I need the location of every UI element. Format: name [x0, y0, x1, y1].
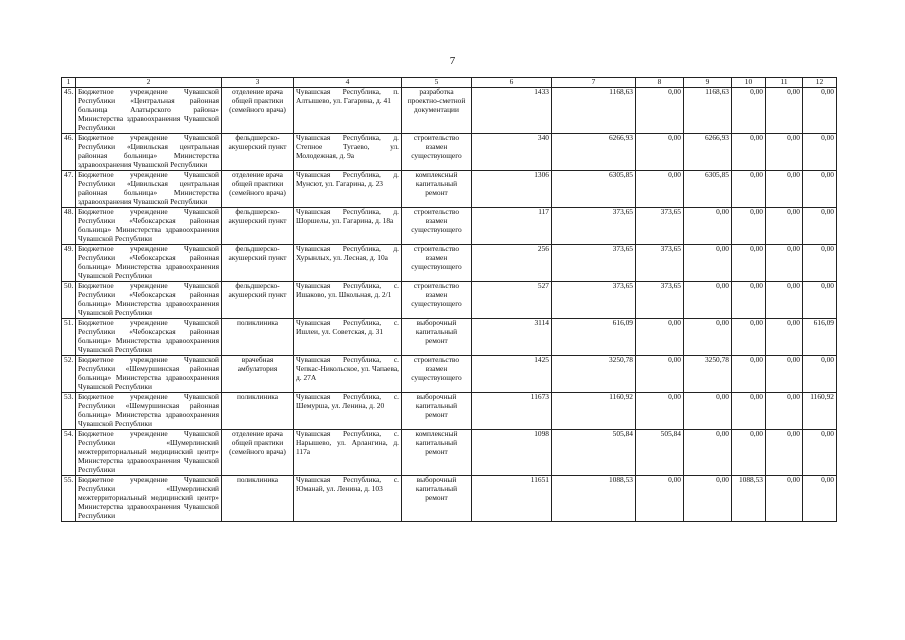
column-header: 10 [732, 78, 766, 88]
amount-col-11: 0,00 [766, 476, 803, 522]
amount-col-9: 6266,93 [684, 134, 732, 171]
table-row [62, 319, 837, 356]
column-header: 9 [684, 78, 732, 88]
total-amount: 373,65 [552, 282, 636, 319]
institution-name: Бюджетное учреждение Чувашской Республики «Шумерлинский межтерриториальный медицинский центр» Министерства здравоохранения Чувашской Республики [76, 430, 222, 476]
institution-name: Бюджетное учреждение Чувашской Республики «Цивильская центральная районная больница» Министерства здравоохранения Чувашской Республики [76, 134, 222, 171]
amount-col-10: 0,00 [732, 171, 766, 208]
amount-col-11: 0,00 [766, 393, 803, 430]
amount-col-10: 0,00 [732, 88, 766, 134]
institution-name: Бюджетное учреждение Чувашской Республики «Шумерлинский межтерриториальный медицинский центр» Министерства здравоохранения Чувашской Республики [76, 476, 222, 522]
column-header: 3 [222, 78, 294, 88]
institution-name: Бюджетное учреждение Чувашской Республики «Чебоксарская районная больница» Министерства здравоохранения Чувашской Республики [76, 245, 222, 282]
amount-col-11: 0,00 [766, 208, 803, 245]
institution-name: Бюджетное учреждение Чувашской Республики «Чебоксарская районная больница» Министерства здравоохранения Чувашской Республики [76, 282, 222, 319]
amount-col-10: 1088,53 [732, 476, 766, 522]
row-number: 55. [62, 476, 76, 522]
area-value: 527 [472, 282, 552, 319]
facility-address: Чувашская Республика, п. Алтышево, ул. Гагарина, д. 41 [294, 88, 402, 134]
amount-col-8: 0,00 [636, 171, 684, 208]
row-number: 46. [62, 134, 76, 171]
table-row [62, 245, 837, 282]
facility-type: врачебная амбулатория [222, 356, 294, 393]
row-number: 50. [62, 282, 76, 319]
work-type: строительство взамен существующего [402, 356, 472, 393]
total-amount: 3250,78 [552, 356, 636, 393]
amount-col-9: 6305,85 [684, 171, 732, 208]
column-header: 8 [636, 78, 684, 88]
amount-col-12: 0,00 [803, 171, 837, 208]
work-type: строительство взамен существующего [402, 245, 472, 282]
amount-col-9: 0,00 [684, 282, 732, 319]
facility-address: Чувашская Республика, с. Чепкас-Никольское, ул. Чапаева, д. 27А [294, 356, 402, 393]
facility-type: отделение врача общей практики (семейного врача) [222, 88, 294, 134]
facility-address: Чувашская Республика, д. Мунсют, ул. Гагарина, д. 23 [294, 171, 402, 208]
work-type: разработка проектно-сметной документации [402, 88, 472, 134]
table-row [62, 88, 837, 134]
amount-col-11: 0,00 [766, 356, 803, 393]
column-header-row [62, 78, 837, 88]
amount-col-9: 0,00 [684, 393, 732, 430]
total-amount: 6266,93 [552, 134, 636, 171]
amount-col-11: 0,00 [766, 171, 803, 208]
amount-col-10: 0,00 [732, 208, 766, 245]
total-amount: 6305,85 [552, 171, 636, 208]
facility-address: Чувашская Республика, д. Хурынлых, ул. Лесная, д. 10а [294, 245, 402, 282]
total-amount: 505,84 [552, 430, 636, 476]
amount-col-11: 0,00 [766, 319, 803, 356]
table-row [62, 356, 837, 393]
facility-address: Чувашская Республика, с. Ишаково, ул. Школьная, д. 2/1 [294, 282, 402, 319]
table-row [62, 476, 837, 522]
column-header: 2 [76, 78, 222, 88]
column-header: 11 [766, 78, 803, 88]
amount-col-12: 616,09 [803, 319, 837, 356]
amount-col-11: 0,00 [766, 88, 803, 134]
amount-col-8: 373,65 [636, 245, 684, 282]
amount-col-8: 505,84 [636, 430, 684, 476]
amount-col-12: 0,00 [803, 282, 837, 319]
table-row [62, 134, 837, 171]
row-number: 47. [62, 171, 76, 208]
work-type: комплексный капитальный ремонт [402, 171, 472, 208]
total-amount: 373,65 [552, 245, 636, 282]
amount-col-10: 0,00 [732, 430, 766, 476]
row-number: 51. [62, 319, 76, 356]
work-type: строительство взамен существующего [402, 282, 472, 319]
institution-name: Бюджетное учреждение Чувашской Республики «Чебоксарская районная больница» Министерства здравоохранения Чувашской Республики [76, 319, 222, 356]
work-type: выборочный капитальный ремонт [402, 393, 472, 430]
amount-col-11: 0,00 [766, 134, 803, 171]
work-type: строительство взамен существующего [402, 134, 472, 171]
facility-type: поликлиника [222, 393, 294, 430]
amount-col-11: 0,00 [766, 430, 803, 476]
facility-type: фельдшерско-акушерский пункт [222, 134, 294, 171]
table-row [62, 171, 837, 208]
amount-col-10: 0,00 [732, 282, 766, 319]
amount-col-9: 0,00 [684, 476, 732, 522]
amount-col-12: 0,00 [803, 430, 837, 476]
row-number: 53. [62, 393, 76, 430]
table-row [62, 208, 837, 245]
area-value: 3114 [472, 319, 552, 356]
facility-type: фельдшерско-акушерский пункт [222, 208, 294, 245]
amount-col-10: 0,00 [732, 393, 766, 430]
amount-col-8: 0,00 [636, 88, 684, 134]
amount-col-12: 0,00 [803, 134, 837, 171]
amount-col-8: 0,00 [636, 134, 684, 171]
area-value: 1425 [472, 356, 552, 393]
amount-col-8: 373,65 [636, 208, 684, 245]
column-header: 5 [402, 78, 472, 88]
total-amount: 373,65 [552, 208, 636, 245]
area-value: 1098 [472, 430, 552, 476]
institution-name: Бюджетное учреждение Чувашской Республики «Цивильская центральная районная больница» Министерства здравоохранения Чувашской Республики [76, 171, 222, 208]
amount-col-8: 0,00 [636, 356, 684, 393]
column-header: 7 [552, 78, 636, 88]
amount-col-9: 0,00 [684, 319, 732, 356]
table-row [62, 430, 837, 476]
area-value: 340 [472, 134, 552, 171]
area-value: 256 [472, 245, 552, 282]
area-value: 1433 [472, 88, 552, 134]
amount-col-10: 0,00 [732, 245, 766, 282]
amount-col-9: 0,00 [684, 208, 732, 245]
amount-col-8: 0,00 [636, 476, 684, 522]
column-header: 1 [62, 78, 76, 88]
facility-type: отделение врача общей практики (семейного врача) [222, 171, 294, 208]
total-amount: 1160,92 [552, 393, 636, 430]
amount-col-11: 0,00 [766, 282, 803, 319]
amount-col-10: 0,00 [732, 356, 766, 393]
amount-col-8: 373,65 [636, 282, 684, 319]
work-type: комплексный капитальный ремонт [402, 430, 472, 476]
table-row [62, 282, 837, 319]
page-number: 7 [449, 55, 456, 67]
facility-address: Чувашская Республика, с. Нарышево, ул. Арлангина, д. 117а [294, 430, 402, 476]
facility-type: поликлиника [222, 476, 294, 522]
amount-col-12: 0,00 [803, 88, 837, 134]
facility-type: фельдшерско-акушерский пункт [222, 245, 294, 282]
amount-col-8: 0,00 [636, 393, 684, 430]
facility-address: Чувашская Республика, д. Шоршелы, ул. Гагарина, д. 18а [294, 208, 402, 245]
total-amount: 616,09 [552, 319, 636, 356]
facility-type: фельдшерско-акушерский пункт [222, 282, 294, 319]
facility-address: Чувашская Республика, с. Ишлеи, ул. Советская, д. 31 [294, 319, 402, 356]
area-value: 11673 [472, 393, 552, 430]
amount-col-9: 3250,78 [684, 356, 732, 393]
total-amount: 1168,63 [552, 88, 636, 134]
row-number: 54. [62, 430, 76, 476]
row-number: 49. [62, 245, 76, 282]
column-header: 6 [472, 78, 552, 88]
institution-name: Бюджетное учреждение Чувашской Республики «Шемуршинская районная больница» Министерства здравоохранения Чувашской Республики [76, 356, 222, 393]
row-number: 45. [62, 88, 76, 134]
amount-col-12: 0,00 [803, 245, 837, 282]
amount-col-8: 0,00 [636, 319, 684, 356]
amount-col-10: 0,00 [732, 319, 766, 356]
amount-col-10: 0,00 [732, 134, 766, 171]
institution-name: Бюджетное учреждение Чувашской Республики «Шемуршинская районная больница» Министерства здравоохранения Чувашской Республики [76, 393, 222, 430]
facility-address: Чувашская Республика, с. Юманай, ул. Ленина, д. 103 [294, 476, 402, 522]
row-number: 52. [62, 356, 76, 393]
amount-col-12: 0,00 [803, 356, 837, 393]
area-value: 11651 [472, 476, 552, 522]
column-header: 12 [803, 78, 837, 88]
amount-col-12: 1160,92 [803, 393, 837, 430]
area-value: 1306 [472, 171, 552, 208]
amount-col-9: 0,00 [684, 245, 732, 282]
facility-type: поликлиника [222, 319, 294, 356]
facility-address: Чувашская Республика, с. Шемурша, ул. Ленина, д. 20 [294, 393, 402, 430]
institution-name: Бюджетное учреждение Чувашской Республики «Чебоксарская районная больница» Министерства здравоохранения Чувашской Республики [76, 208, 222, 245]
facility-type: отделение врача общей практики (семейного врача) [222, 430, 294, 476]
work-type: строительство взамен существующего [402, 208, 472, 245]
work-type: выборочный капитальный ремонт [402, 476, 472, 522]
amount-col-11: 0,00 [766, 245, 803, 282]
amount-col-12: 0,00 [803, 476, 837, 522]
amount-col-9: 1168,63 [684, 88, 732, 134]
institution-name: Бюджетное учреждение Чувашской Республики «Центральная районная больница Алатырского района» Министерства здравоохранения Чувашской Республики [76, 88, 222, 134]
amount-col-9: 0,00 [684, 430, 732, 476]
work-type: выборочный капитальный ремонт [402, 319, 472, 356]
area-value: 117 [472, 208, 552, 245]
facility-address: Чувашская Республика, д. Степное Тугаево, ул. Молодежная, д. 9а [294, 134, 402, 171]
table-row [62, 393, 837, 430]
column-header: 4 [294, 78, 402, 88]
amount-col-12: 0,00 [803, 208, 837, 245]
total-amount: 1088,53 [552, 476, 636, 522]
facilities-table [61, 77, 837, 522]
row-number: 48. [62, 208, 76, 245]
